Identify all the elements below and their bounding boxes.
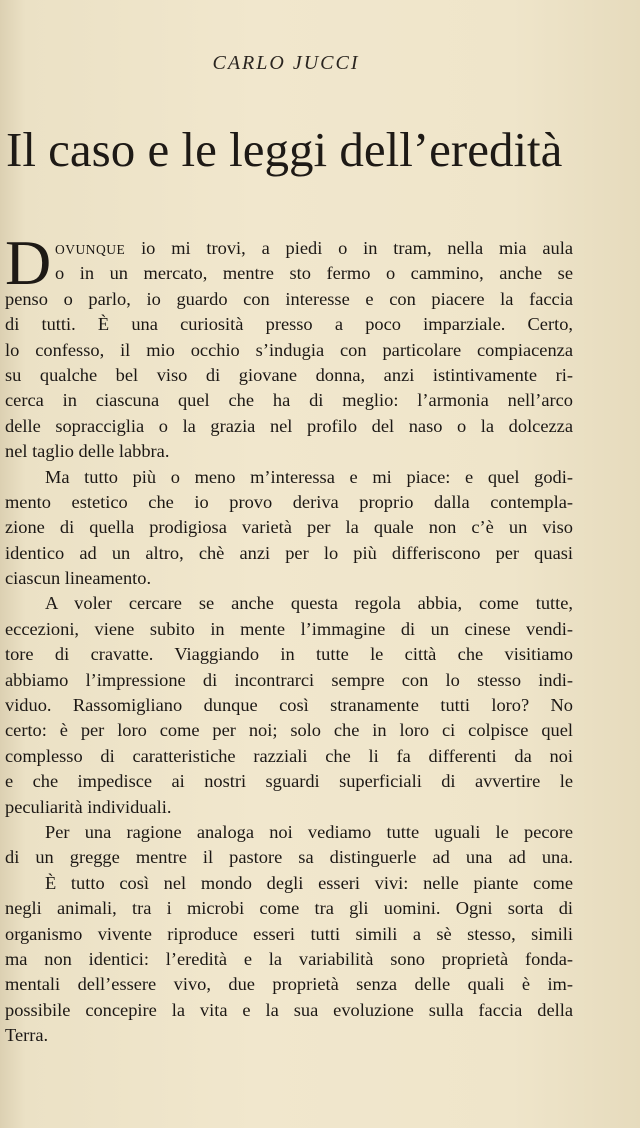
text-line: identico ad un altro, chè anzi per lo più differiscono per quasi: [5, 542, 573, 563]
text-line: A voler cercare se anche questa regola abbia, come tutte,: [45, 593, 573, 614]
text-line: organismo vivente riproduce esseri tutti simili a sè stesso, simili: [5, 923, 573, 944]
text-line: penso o parlo, io guardo con interesse e con piacere la faccia: [5, 288, 573, 309]
text-line: ciascun lineamento.: [5, 568, 152, 589]
text-line: di tutti. È una curiosità presso a poco imparziale. Certo,: [5, 314, 573, 335]
lead-word: OVUNQUE: [55, 242, 126, 257]
text-line: mentali dell’essere vivo, due proprietà senza delle quali è im-: [5, 974, 573, 995]
article-body: [5, 227, 573, 1049]
article-title: Il caso e le leggi dell’eredità: [6, 122, 563, 177]
text-line: cerca in ciascuna quel che ha di meglio: l’armonia nell’arco: [5, 390, 573, 411]
text-line: su qualche bel viso di giovane donna, anzi istintivamente ri-: [5, 364, 573, 385]
text-line: peculiarità individuali.: [5, 796, 172, 817]
text-line: Terra.: [5, 1025, 49, 1046]
text-line: o in un mercato, mentre sto fermo o cammino, anche se: [55, 263, 573, 284]
text-line: Per una ragione analoga noi vediamo tutte uguali le pecore: [45, 821, 573, 842]
text-line: negli animali, tra i microbi come tra gli uomini. Ogni sorta di: [5, 898, 573, 919]
text-line: complesso di caratteristiche razziali che li fa differenti da noi: [5, 745, 573, 766]
drop-cap: D: [5, 227, 52, 298]
text-line: e che impedisce ai nostri sguardi superficiali di avvertire le: [5, 771, 573, 792]
text-line: È tutto così nel mondo degli esseri vivi: nelle piante come: [45, 872, 573, 893]
text-line: ma non identici: l’eredità e la variabilità sono proprietà fonda-: [5, 948, 573, 969]
text-line: possibile concepire la vita e la sua evoluzione sulla faccia della: [5, 999, 573, 1020]
text-line: abbiamo l’impressione di incontrarci sempre con lo stesso indi-: [5, 669, 573, 690]
text-line-segment: io mi trovi, a piedi o in tram, nella mia aula: [125, 238, 573, 258]
text-line: tore di cravatte. Viaggiando in tutte le città che visitiamo: [5, 644, 573, 665]
text-line: nel taglio delle labbra.: [5, 441, 170, 462]
text-line: delle sopracciglia o la grazia nel profilo del naso o la dolcezza: [5, 415, 573, 436]
text-line: Ma tutto più o meno m’interessa e mi piace: e quel godi-: [45, 466, 573, 487]
text-line: [5, 236, 573, 261]
text-line: eccezioni, viene subito in mente l’immagine di un cinese vendi-: [5, 618, 573, 639]
author-name: CARLO JUCCI: [212, 52, 360, 74]
text-line: di un gregge mentre il pastore sa distinguerle ad una ad una.: [5, 847, 573, 868]
text-line: zione di quella prodigiosa varietà per la quale non c’è un viso: [5, 517, 573, 538]
text-line: viduo. Rassomigliano dunque così stranamente tutti loro? No: [5, 695, 573, 716]
text-line: mento estetico che io provo deriva proprio dalla contempla-: [5, 491, 573, 512]
text-line: certo: è per loro come per noi; solo che in loro ci colpisce quel: [5, 720, 573, 741]
text-line: lo confesso, il mio occhio s’indugia con particolare compiacenza: [5, 339, 573, 360]
